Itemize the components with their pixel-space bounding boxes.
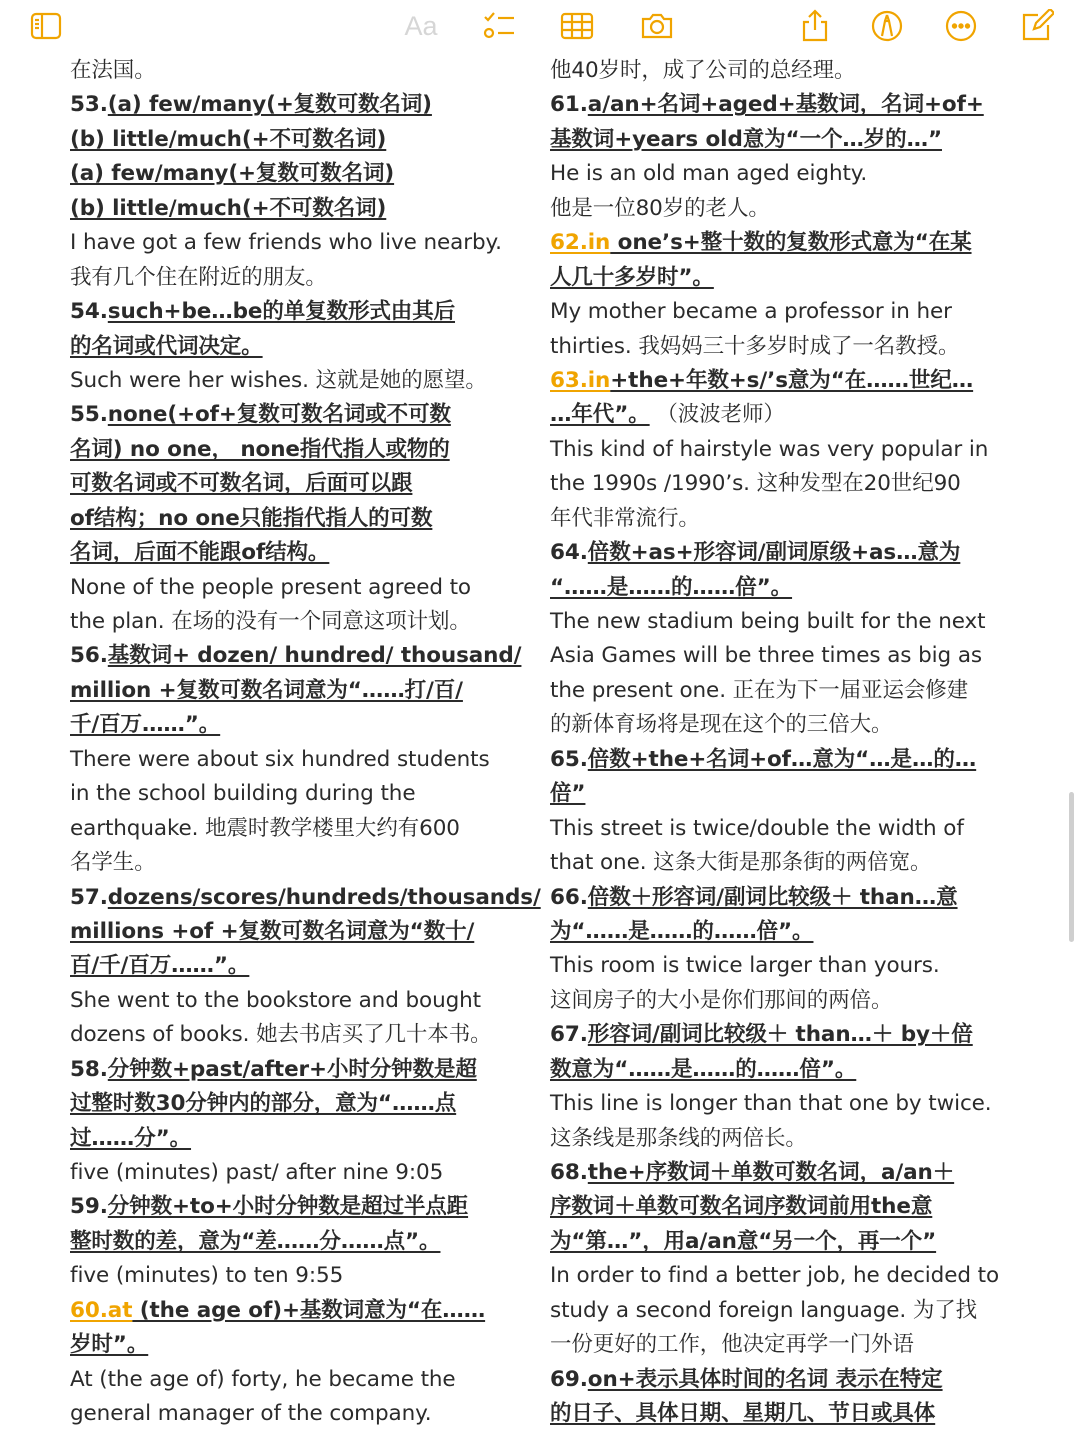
note-heading-line xyxy=(550,226,1025,260)
note-left-column xyxy=(70,54,540,1432)
note-text-line xyxy=(70,777,540,811)
rule-text: dozens/scores/hundreds/thousands/ xyxy=(107,884,541,910)
rule-text: 数意为“……是……的……倍”。 xyxy=(550,1056,857,1082)
note-text-line xyxy=(550,467,1025,501)
example-text: This kind of hairstyle was very popular in xyxy=(550,436,989,462)
note-heading-line xyxy=(550,1190,1025,1224)
rule-number: 68. xyxy=(550,1160,588,1185)
scrollbar[interactable] xyxy=(1069,792,1074,942)
rule-text: 基数词+years old意为“一个…岁的…” xyxy=(550,126,942,152)
note-text-line xyxy=(550,812,1025,846)
example-text: the 1990s /1990’s. 这种发型在20世纪90 xyxy=(550,471,961,497)
example-text: 在法国。 xyxy=(70,58,156,83)
example-text: five (minutes) to ten 9:55 xyxy=(70,1263,344,1289)
rule-text: million +复数可数名词意为“……打/百/ xyxy=(70,677,463,703)
text-format-button[interactable] xyxy=(398,8,444,44)
rule-text: 分钟数+past/after+小时分钟数是超 xyxy=(107,1056,477,1082)
note-text-line xyxy=(550,1294,1025,1328)
example-text: He is an old man aged eighty. xyxy=(550,161,868,187)
rule-text: 基数词+ dozen/ hundred/ thousand/ xyxy=(107,643,522,669)
example-text: The new stadium being built for the next xyxy=(550,609,986,634)
note-text-line xyxy=(550,984,1025,1018)
compose-icon[interactable] xyxy=(1018,8,1056,44)
rule-number: 54. xyxy=(70,299,108,325)
example-text: five (minutes) past/ after nine 9:05 xyxy=(70,1160,444,1185)
note-heading-line xyxy=(70,639,540,673)
note-heading-line xyxy=(550,398,1025,432)
rule-text: 分钟数+to+小时分钟数是超过半点距 xyxy=(107,1194,469,1220)
rule-number: 59. xyxy=(70,1194,108,1220)
markup-icon[interactable] xyxy=(868,8,906,44)
example-text: study a second foreign language. 为了找 xyxy=(550,1297,978,1323)
note-heading-line xyxy=(70,1190,540,1224)
example-text: 一份更好的工作，他决定再学一门外语 xyxy=(550,1332,914,1358)
rule-text: 岁时”。 xyxy=(70,1332,149,1358)
example-text: This line is longer than that one by twice. xyxy=(550,1091,992,1117)
note-heading-line xyxy=(70,295,540,329)
note-text-line xyxy=(550,192,1025,226)
note-heading-line xyxy=(550,743,1025,777)
note-text-line xyxy=(70,812,540,846)
rule-text: …年代”。 xyxy=(550,402,650,428)
rule-text: a/an+名词+aged+基数词，名词+of+ xyxy=(587,92,984,118)
note-heading-line xyxy=(70,1225,540,1259)
note-heading-line xyxy=(70,915,540,949)
rule-number: 62.in xyxy=(550,230,611,256)
rule-number: 63.in xyxy=(550,367,611,393)
note-heading-line xyxy=(70,433,540,467)
rule-text: 为“第…”，用a/an意“另一个，再一个” xyxy=(550,1228,937,1254)
example-text: Asia Games will be three times as big as xyxy=(550,643,982,669)
note-text-line xyxy=(70,54,540,88)
table-icon[interactable] xyxy=(558,8,596,44)
notes-toolbar xyxy=(0,0,1080,52)
rule-text: 百/千/百万……”。 xyxy=(70,953,250,979)
note-heading-line xyxy=(550,777,1025,811)
example-text: She went to the bookstore and bought xyxy=(70,987,482,1013)
rule-text: (b) little/much(+不可数名词) xyxy=(70,195,387,221)
rule-text: of结构；no one只能指代指人的可数 xyxy=(70,505,433,531)
note-heading-line xyxy=(70,330,540,364)
rule-number: 53. xyxy=(70,92,108,118)
rule-text: “……是……的……倍”。 xyxy=(550,574,793,600)
rule-text: 名词，后面不能跟of结构。 xyxy=(70,540,330,566)
note-heading-line xyxy=(550,536,1025,570)
example-text: dozens of books. 她去书店买了几十本书。 xyxy=(70,1022,492,1048)
note-text-line xyxy=(550,949,1025,983)
example-text: This street is twice/double the width of xyxy=(550,815,964,841)
note-text-line xyxy=(550,433,1025,467)
rule-text: 倍数+as+形容词/副词原级+as…意为 xyxy=(587,540,961,566)
more-icon[interactable] xyxy=(942,8,980,44)
example-text: 他40岁时，成了公司的总经理。 xyxy=(550,58,856,83)
note-heading-line xyxy=(550,123,1025,157)
example-text: 我有几个住在附近的朋友。 xyxy=(70,264,327,290)
rule-text: 的日子、具体日期、星期几、节日或具体 xyxy=(550,1401,936,1427)
rule-text: 名词) no one， none指代指人或物的 xyxy=(70,436,450,462)
note-right-column xyxy=(550,54,1025,1432)
rule-text: one’s+整十数的复数形式意为“在某 xyxy=(610,230,972,256)
example-text: the present one. 正在为下一届亚运会修建 xyxy=(550,677,969,703)
note-text-line xyxy=(70,261,540,295)
example-text: 年代非常流行。 xyxy=(550,505,700,531)
rule-number: 57. xyxy=(70,884,108,910)
example-text: This room is twice larger than yours. xyxy=(550,953,940,979)
rule-text: (b) little/much(+不可数名词) xyxy=(70,126,387,152)
note-text-line xyxy=(550,502,1025,536)
rule-number: 61. xyxy=(550,92,588,118)
rule-number: 60.at xyxy=(70,1297,133,1323)
note-text-line xyxy=(550,54,1025,88)
share-icon[interactable] xyxy=(796,8,834,44)
example-text: Such were her wishes. 这就是她的愿望。 xyxy=(70,367,487,393)
example-text: I have got a few friends who live nearby. xyxy=(70,230,502,256)
note-text-line xyxy=(550,605,1025,639)
rule-number: 56. xyxy=(70,643,108,669)
note-heading-line xyxy=(70,157,540,191)
note-heading-line xyxy=(550,881,1025,915)
note-text-line xyxy=(70,846,540,880)
example-text: None of the people present agreed to xyxy=(70,574,471,600)
example-text: 这条线是那条线的两倍长。 xyxy=(550,1125,807,1151)
rule-number: 65. xyxy=(550,746,588,772)
example-text: In order to find a better job, he decided to xyxy=(550,1263,1000,1289)
checklist-icon[interactable] xyxy=(480,8,518,44)
note-heading-line xyxy=(70,881,540,915)
rule-text: (a) few/many(+复数可数名词) xyxy=(70,161,395,187)
rule-text: 人几十多岁时”。 xyxy=(550,264,714,290)
note-heading-line xyxy=(70,708,540,742)
note-heading-line xyxy=(70,1122,540,1156)
note-heading-line xyxy=(70,1053,540,1087)
example-text: 名学生。 xyxy=(70,850,156,876)
rule-text: +the+年数+s/’s意为“在……世纪… xyxy=(610,367,974,393)
sidebar-icon[interactable] xyxy=(27,8,65,44)
rule-text: 序数词＋单数可数名词序数词前用the意 xyxy=(550,1194,933,1220)
example-text: There were about six hundred students xyxy=(70,746,490,772)
rule-number: 66. xyxy=(550,884,588,910)
note-text-line xyxy=(70,364,540,398)
note-heading-line xyxy=(550,1225,1025,1259)
rule-number: 67. xyxy=(550,1022,588,1048)
rule-text: 千/百万……”。 xyxy=(70,712,221,738)
rule-text: 过整时数30分钟内的部分，意为“……点 xyxy=(70,1091,457,1117)
rule-text: none(+of+复数可数名词或不可数 xyxy=(107,402,451,428)
rule-number: 55. xyxy=(70,402,108,428)
note-text-line xyxy=(70,1018,540,1052)
rule-number: 58. xyxy=(70,1056,108,1082)
note-text-line xyxy=(70,226,540,260)
rule-text: 可数名词或不可数名词，后面可以跟 xyxy=(70,471,413,497)
note-text-line xyxy=(550,330,1025,364)
rule-text: 的名词或代词决定。 xyxy=(70,333,263,359)
note-text-line xyxy=(70,1259,540,1293)
note-heading-line xyxy=(70,674,540,708)
note-heading-line xyxy=(550,571,1025,605)
rule-text: 过……分”。 xyxy=(70,1125,192,1151)
note-heading-line xyxy=(550,915,1025,949)
example-text: 他是一位80岁的老人。 xyxy=(550,195,770,221)
example-text: the plan. 在场的没有一个同意这项计划。 xyxy=(70,609,471,634)
example-text: At (the age of) forty, he became the xyxy=(70,1366,456,1392)
rule-text: millions +of +复数可数名词意为“数十/ xyxy=(70,918,475,944)
note-text-line xyxy=(550,1122,1025,1156)
note-heading-line xyxy=(550,364,1025,398)
rule-text: 形容词/副词比较级＋ than…＋ by＋倍 xyxy=(587,1022,973,1048)
rule-number: 69. xyxy=(550,1366,588,1392)
note-text-line xyxy=(550,157,1025,191)
note-text-line xyxy=(70,743,540,777)
note-heading-line xyxy=(70,192,540,226)
note-heading-line xyxy=(70,123,540,157)
note-text-line xyxy=(550,1328,1025,1362)
note-heading-line xyxy=(70,949,540,983)
note-text-line xyxy=(70,984,540,1018)
note-text-line xyxy=(70,571,540,605)
note-heading-line xyxy=(550,1363,1025,1397)
note-heading-line xyxy=(550,1156,1025,1190)
note-text-line xyxy=(550,846,1025,880)
note-heading-line xyxy=(70,502,540,536)
note-heading-line xyxy=(550,1397,1025,1431)
example-text: My mother became a professor in her xyxy=(550,299,952,325)
note-text-line xyxy=(70,1156,540,1190)
note-heading-line xyxy=(70,1087,540,1121)
rule-text: 整时数的差，意为“差……分……点”。 xyxy=(70,1228,441,1254)
rule-number: 64. xyxy=(550,540,588,566)
rule-text: 倍数+the+名词+of…意为“…是…的… xyxy=(587,746,977,772)
example-text: earthquake. 地震时教学楼里大约有600 xyxy=(70,815,460,841)
note-heading-line xyxy=(70,467,540,501)
note-heading-line xyxy=(70,1328,540,1362)
example-text: that one. 这条大街是那条街的两倍宽。 xyxy=(550,850,932,876)
rule-text: 倍” xyxy=(550,781,586,807)
note-text-line xyxy=(550,1087,1025,1121)
note-heading-line xyxy=(70,88,540,122)
note-heading-line xyxy=(70,536,540,570)
note-text-line xyxy=(550,1259,1025,1293)
text-format-label: Aa xyxy=(404,10,438,41)
note-text-line xyxy=(70,1363,540,1397)
rule-text: 倍数＋形容词/副词比较级＋ than…意 xyxy=(587,884,958,910)
rule-text: (the age of)+基数词意为“在…… xyxy=(132,1297,486,1323)
note-heading-line xyxy=(70,1294,540,1328)
rule-text: 为“……是……的……倍”。 xyxy=(550,918,814,944)
camera-icon[interactable] xyxy=(638,8,676,44)
rule-text: (a) few/many(+复数可数名词) xyxy=(107,92,432,118)
note-heading-line xyxy=(550,261,1025,295)
note-annotation: （波波老师） xyxy=(649,402,785,428)
example-text: general manager of the company. xyxy=(70,1401,432,1427)
note-text-line xyxy=(70,1397,540,1431)
note-heading-line xyxy=(550,1018,1025,1052)
rule-text: the+序数词＋单数可数名词，a/an＋ xyxy=(587,1160,955,1185)
rule-text: on+表示具体时间的名词 表示在特定 xyxy=(587,1366,943,1392)
note-text-line xyxy=(550,295,1025,329)
note-text-line xyxy=(550,639,1025,673)
rule-text: such+be…be的单复数形式由其后 xyxy=(107,299,456,325)
example-text: 这间房子的大小是你们那间的两倍。 xyxy=(550,987,893,1013)
example-text: in the school building during the xyxy=(70,781,416,807)
example-text: thirties. 我妈妈三十多岁时成了一名教授。 xyxy=(550,333,960,359)
note-text-line xyxy=(550,708,1025,742)
note-heading-line xyxy=(550,1053,1025,1087)
note-text-line xyxy=(550,674,1025,708)
note-text-line xyxy=(70,605,540,639)
example-text: 的新体育场将是现在这个的三倍大。 xyxy=(550,712,893,738)
note-heading-line xyxy=(550,88,1025,122)
note-heading-line xyxy=(70,398,540,432)
